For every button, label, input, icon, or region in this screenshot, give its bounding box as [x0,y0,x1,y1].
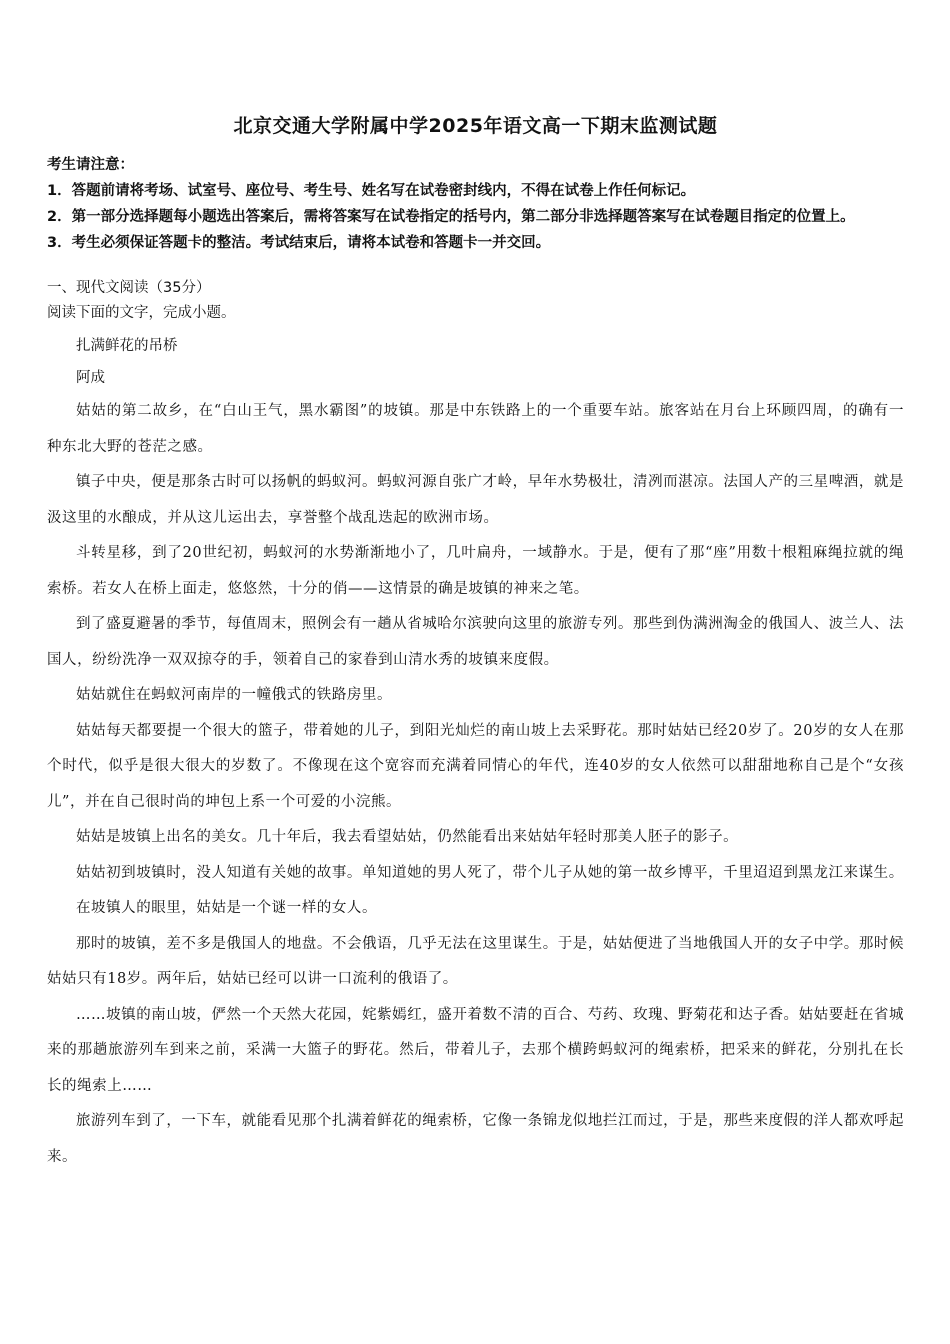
article-paragraph: 那时的坡镇，差不多是俄国人的地盘。不会俄语，几乎无法在这里谋生。于是，姑姑便进了当地俄国人开的女子中学。那时候姑姑只有18岁。两年后，姑姑已经可以讲一口流利的俄语了。 [47,935,904,987]
article-paragraph: 旅游列车到了，一下车，就能看见那个扎满着鲜花的绳索桥，它像一条锦龙似地拦江而过，于是，那些来度假的洋人都欢呼起来。 [47,1113,904,1165]
article-paragraph: ……坡镇的南山坡，俨然一个天然大花园，姹紫嫣红，盛开着数不清的百合、芍药、玫瑰、野菊花和达子香。姑姑要赶在省城来的那趟旅游列车到来之前，采满一大篮子的野花。然后，带着儿子，去那个横跨蚂蚁河的绳索桥，把采来的鲜花，分别扎在长长的绳索上…… [47,1006,904,1094]
reading-instruction: 阅读下面的文字，完成小题。 [47,305,236,321]
article-title: 扎满鲜花的吊桥 [76,338,178,354]
notice-heading: 考生请注意： [47,157,134,173]
article-paragraph: 姑姑就住在蚂蚁河南岸的一幢俄式的铁路房里。 [76,687,393,703]
exam-notice [47,152,904,256]
notice-item-2: 2．第一部分选择题每小题选出答案后，需将答案写在试卷指定的括号内，第二部分非选择题答案写在试卷题目指定的位置上。 [47,209,855,225]
article-author: 阿成 [76,370,105,386]
article-paragraph: 斗转星移，到了20世纪初，蚂蚁河的水势渐渐地小了，几叶扁舟，一域静水。于是，便有了那“座”用数十根粗麻绳拉就的绳索桥。若女人在桥上面走，悠悠然，十分的俏——这情景的确是坡镇的神来之笔。 [47,545,904,597]
article-paragraph: 姑姑每天都要提一个很大的篮子，带着她的儿子，到阳光灿烂的南山坡上去采野花。那时姑姑已经20岁了。20岁的女人在那个时代，似乎是很大很大的岁数了。不像现在这个宽容而充满着同情心的年代，连40岁的女人依然可以甜甜地称自己是个“女孩儿”，并在自己很时尚的坤包上系一个可爱的小浣熊。 [47,722,904,810]
notice-item-1: 1．答题前请将考场、试室号、座位号、考生号、姓名写在试卷密封线内，不得在试卷上作任何标记。 [47,183,696,199]
page-title: 北京交通大学附属中学2025年语文高一下期末监测试题 [233,115,718,137]
article-paragraph: 到了盛夏避暑的季节，每值周末，照例会有一趟从省城哈尔滨驶向这里的旅游专列。那些到伪满洲淘金的俄国人、波兰人、法国人，纷纷洗净一双双掠夺的手，领着自己的家眷到山清水秀的坡镇来度假。 [47,616,904,668]
notice-item-3: 3．考生必须保证答题卡的整洁。考试结束后，请将本试卷和答题卡一并交回。 [47,235,551,251]
article-paragraph: 镇子中央，便是那条古时可以扬帆的蚂蚁河。蚂蚁河源自张广才岭，早年水势极壮，清冽而湛凉。法国人产的三星啤酒，就是汲这里的水酿成，并从这儿运出去，享誉整个战乱迭起的欧洲市场。 [47,474,904,526]
article-paragraph: 在坡镇人的眼里，姑姑是一个谜一样的女人。 [76,900,377,916]
section-heading: 一、现代文阅读（35分） [47,280,211,296]
article-paragraph: 姑姑的第二故乡，在“白山王气，黑水霸图”的坡镇。那是中东铁路上的一个重要车站。旅客站在月台上环顾四周，的确有一种东北大野的苍茫之感。 [47,403,904,455]
article-body [47,394,904,1175]
article-paragraph: 姑姑是坡镇上出名的美女。几十年后，我去看望姑姑，仍然能看出来姑姑年轻时那美人胚子的影子。 [76,829,739,845]
article-paragraph: 姑姑初到坡镇时，没人知道有关她的故事。单知道她的男人死了，带个儿子从她的第一故乡博平，千里迢迢到黑龙江来谋生。 [76,864,904,881]
